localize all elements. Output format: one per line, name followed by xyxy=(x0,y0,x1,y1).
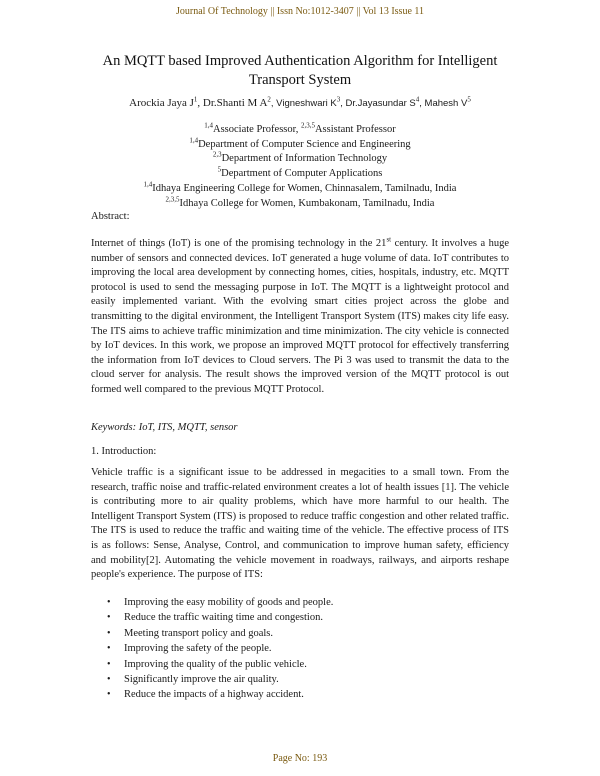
list-item xyxy=(107,672,507,687)
affiliation-sup: 2,3,5 xyxy=(300,121,315,130)
affiliation-line xyxy=(0,197,600,212)
paper-title: An MQTT based Improved Authentication Algorithm for Intelligent Transport System xyxy=(102,53,498,88)
affiliation-text: Idhaya College for Women, Kumbakonam, Tamilnadu, India xyxy=(179,197,435,209)
list-item xyxy=(107,657,507,672)
affiliation-sup: 1,4 xyxy=(189,136,199,145)
affiliation-line xyxy=(0,152,600,167)
list-item-text: Significantly improve the air quality. xyxy=(124,673,279,685)
list-item-text: Meeting transport policy and goals. xyxy=(124,627,274,639)
bullet-icon: • xyxy=(107,597,111,608)
introduction-heading: 1. Introduction: xyxy=(91,446,157,457)
affiliation-sup: 2,3,5 xyxy=(165,195,180,204)
its-purpose-list xyxy=(107,595,507,703)
keywords: Keywords: IoT, ITS, MQTT, sensor xyxy=(91,422,238,433)
affiliation-sup: 2,3 xyxy=(212,150,222,159)
abstract-part-2: century. It involves a huge number of sensors and connected devices. IoT generated a huge volume of data. IoT contributes to improving the local area development by connecting homes, cities, hospitals, industry, etc. MQTT protocol is used to send the messaging purpose in IoT. The MQTT is a lightweight protocol and easily implemented variant. With the evolving smart cities project across the globe and transmitting to the digital environment, the Intelligent Transport System (ITS) makes city life easy. The ITS aims to achieve traffic minimization and time minimization. The city vehicle is connected by IoT devices. In this work, we propose an improved MQTT protocol for effectively transferring the information from IoT devices to Cloud servers. The Pi 3 was used to transmit the data to the cloud server for analysis. The result shows the improved version of the MQTT protocol is out formed well compared to the previous MQTT Protocol. xyxy=(91,238,509,395)
list-item-text: Reduce the impacts of a highway accident. xyxy=(124,689,304,701)
affiliation-sup: 1,4 xyxy=(143,180,153,189)
author-5-sup: 5 xyxy=(467,95,471,104)
list-item-text: Improving the easy mobility of goods and people. xyxy=(124,597,334,608)
introduction-text: Vehicle traffic is a significant issue to be addressed in megacities to a small town. From the research, traffic noise and traffic-related environment creates a lot of health issues [1]. The vehicle is contributing more to air quality problems, which have more harmful to our health. The Intelligent Transport System (ITS) is proposed to reduce traffic congestion and other related traffic. The ITS is used to reduce the traffic and waiting time of the vehicle. The effective process of ITS is as follows: Sense, Analyse, Control, and communication to improve human safety, efficiency and mobility[2]. Automating the vehicle movement in roadways, railways, and airports reshape people's experience. The purpose of ITS: xyxy=(91,467,509,581)
affiliation-sup: 5 xyxy=(217,165,222,174)
list-item-text: Reduce the traffic waiting time and congestion. xyxy=(124,612,323,624)
list-item xyxy=(107,626,507,641)
author-4-sup: 4 xyxy=(415,95,420,104)
list-item-text: Improving the safety of the people. xyxy=(124,643,272,655)
affiliation-line xyxy=(0,167,600,182)
abstract-heading: Abstract: xyxy=(91,211,130,222)
affiliations xyxy=(0,123,600,211)
affiliation-text: Department of Computer Science and Engineering xyxy=(198,138,411,150)
author-2: , Dr.Shanti M A xyxy=(197,97,268,109)
affiliation-line xyxy=(0,182,600,197)
author-line xyxy=(0,97,600,109)
abstract-sup: st xyxy=(386,235,392,244)
list-item xyxy=(107,595,507,610)
author-3-sup: 3 xyxy=(336,95,341,104)
affiliation-text: Idhaya Engineering College for Women, Chinnasalem, Tamilnadu, India xyxy=(152,182,457,194)
list-item xyxy=(107,641,507,656)
affiliation-text: Department of Computer Applications xyxy=(221,168,383,180)
bullet-icon: • xyxy=(107,658,111,670)
author-1-sup: 1 xyxy=(193,95,198,104)
list-item xyxy=(107,610,507,625)
list-item xyxy=(107,687,507,702)
affiliation-sup: 1,4 xyxy=(204,121,213,130)
journal-header: Journal Of Technology || Issn No:1012-3407 || Vol 13 Issue 11 xyxy=(175,6,425,17)
author-3: , Vigneshwari K xyxy=(270,98,337,109)
affiliation-text: Assistant Professor xyxy=(314,124,396,135)
author-1: Arockia Jaya J xyxy=(129,97,194,109)
bullet-icon: • xyxy=(107,627,111,639)
affiliation-line xyxy=(0,123,600,138)
page-number: Page No: 193 xyxy=(272,753,328,764)
affiliation-text: Department of Information Technology xyxy=(221,153,388,165)
author-5: , Mahesh V xyxy=(419,98,468,109)
affiliation-line xyxy=(0,138,600,153)
list-item-text: Improving the quality of the public vehicle. xyxy=(124,658,307,670)
bullet-icon: • xyxy=(107,689,111,701)
bullet-icon: • xyxy=(107,673,111,685)
affiliation-text: Associate Professor, xyxy=(213,124,301,135)
author-2-sup: 2 xyxy=(267,95,271,104)
abstract-part-1: Internet of things (IoT) is one of the promising technology in the 21 xyxy=(91,238,387,249)
bullet-icon: • xyxy=(107,643,111,655)
author-4: , Dr.Jayasundar S xyxy=(340,98,416,109)
bullet-icon: • xyxy=(107,612,111,624)
abstract-text xyxy=(91,237,509,398)
